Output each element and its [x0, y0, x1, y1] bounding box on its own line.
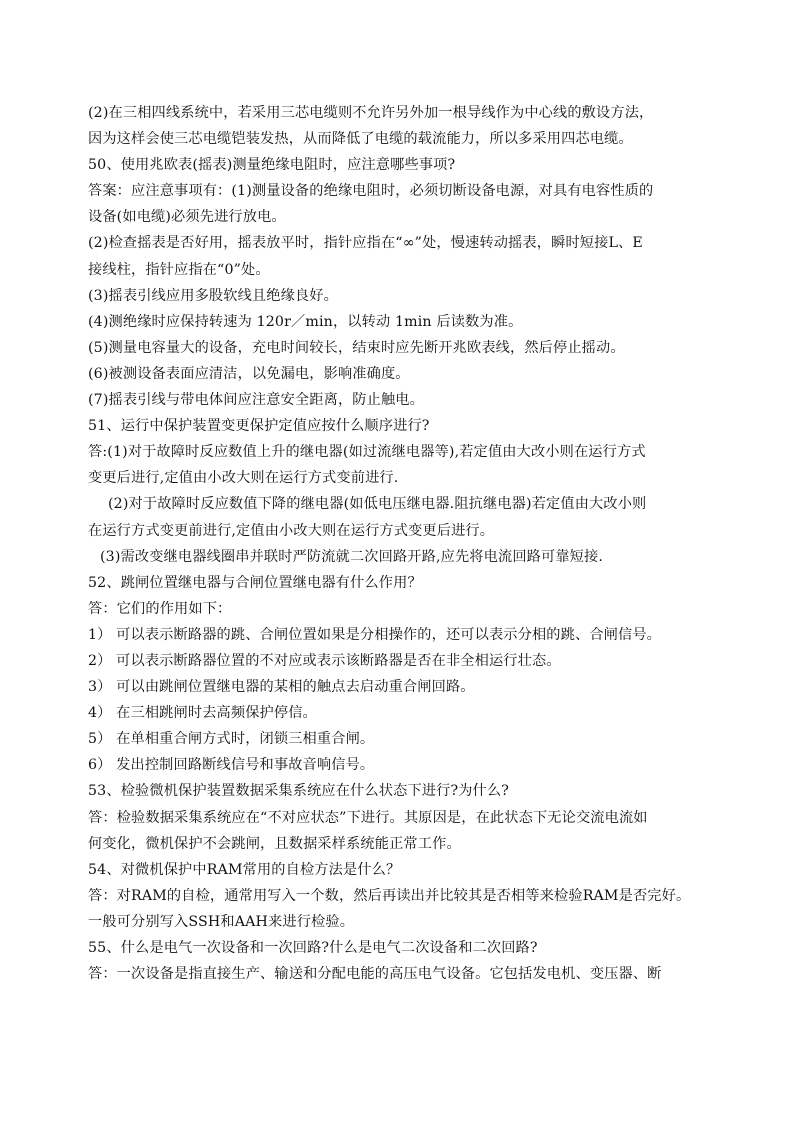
answer-line: (6)被测设备表面应清洁，以免漏电，影响准确度。 — [88, 365, 410, 382]
answer-line: 答：检验数据采集系统应在“不对应状态”下进行。其原因是，在此状态下无论交流电流如 — [88, 809, 648, 826]
answer-line: 何变化，微机保护不会跳闸，且数据采样系统能正常工作。 — [88, 835, 461, 852]
answer-line: (2)对于故障时反应数值下降的继电器(如低电压继电器.阻抗继电器)若定值由大改小则 — [108, 496, 647, 513]
list-item: 1） 可以表示断路器的跳、合闸位置如果是分相操作的，还可以表示分相的跳、合闸信号。 — [88, 626, 662, 643]
answer-line: 接线柱，指针应指在“0”处。 — [88, 261, 270, 278]
question-heading: 52、跳闸位置继电器与合闸位置继电器有什么作用？ — [88, 574, 422, 591]
answer-line: (4)测绝缘时应保持转速为 120r／min，以转动 1min 后读数为准。 — [88, 313, 523, 330]
answer-line: (3)摇表引线应用多股软线且绝缘良好。 — [88, 287, 338, 304]
answer-line: (3)需改变继电器线圈串并联时严防流就二次回路开路,应先将电流回路可靠短接. — [100, 548, 604, 565]
question-heading: 53、检验微机保护装置数据采集系统应在什么状态下进行?为什么? — [88, 783, 509, 800]
answer-line: 一般可分别写入SSH和AAH来进行检验。 — [88, 913, 355, 930]
answer-line: (7)摇表引线与带电体间应注意安全距离，防止触电。 — [88, 392, 424, 409]
question-heading: 51、运行中保护装置变更保护定值应按什么顺序进行? — [88, 418, 430, 435]
document-body — [88, 100, 718, 987]
list-item: 2） 可以表示断路器位置的不对应或表示该断路器是否在非全相运行壮态。 — [88, 652, 561, 669]
paragraph-line: 因为这样会使三芯电缆铠装发热，从而降低了电缆的载流能力，所以多采用四芯电缆。 — [88, 131, 633, 148]
answer-line: 在运行方式变更前进行,定值由小改大则在运行方式变更后进行。 — [88, 522, 495, 539]
list-item: 6） 发出控制回路断线信号和事故音响信号。 — [88, 757, 375, 774]
answer-line: 答:(1)对于故障时反应数值上升的继电器(如过流继电器等),若定值由大改小则在运行方式 — [88, 444, 646, 461]
question-heading: 54、对微机保护中RAM常用的自检方法是什么？ — [88, 861, 401, 878]
answer-line: (2)检查摇表是否好用，摇表放平时，指针应指在“∞”处，慢速转动摇表，瞬时短接L、E — [88, 235, 643, 252]
question-heading: 50、使用兆欧表(摇表)测量绝缘电阻时，应注意哪些事项? — [88, 157, 456, 174]
answer-line: (5)测量电容量大的设备，充电时间较长，结束时应先断开兆欧表线，然后停止摇动。 — [88, 339, 625, 356]
question-heading: 55、什么是电气一次设备和一次回路?什么是电气二次设备和二次回路? — [88, 940, 538, 956]
answer-line: 设备(如电缆)必须先进行放电。 — [88, 209, 286, 226]
answer-line: 变更后进行,定值由小改大则在运行方式变前进行. — [88, 470, 399, 487]
answer-line: 答：一次设备是指直接生产、输送和分配电能的高压电气设备。它包括发电机、变压器、断 — [88, 966, 662, 983]
answer-line: 答案：应注意事项有：(1)测量设备的绝缘电阻时，必须切断设备电源，对具有电容性质的 — [88, 183, 654, 200]
answer-line: 答：对RAM的自检，通常用写入一个数，然后再读出并比较其是否相等来检验RAM是否完好。 — [88, 887, 691, 904]
list-item: 3） 可以由跳闸位置继电器的某相的触点去启动重合闸回路。 — [88, 679, 475, 696]
answer-line: 答：它们的作用如下： — [88, 600, 232, 617]
list-item: 5） 在单相重合闸方式时，闭锁三相重合闸。 — [88, 731, 375, 748]
paragraph-line: (2)在三相四线系统中，若采用三芯电缆则不允许另外加一根导线作为中心线的敷设方法， — [88, 105, 654, 121]
list-item: 4） 在三相跳闸时去高频保护停信。 — [88, 705, 317, 722]
